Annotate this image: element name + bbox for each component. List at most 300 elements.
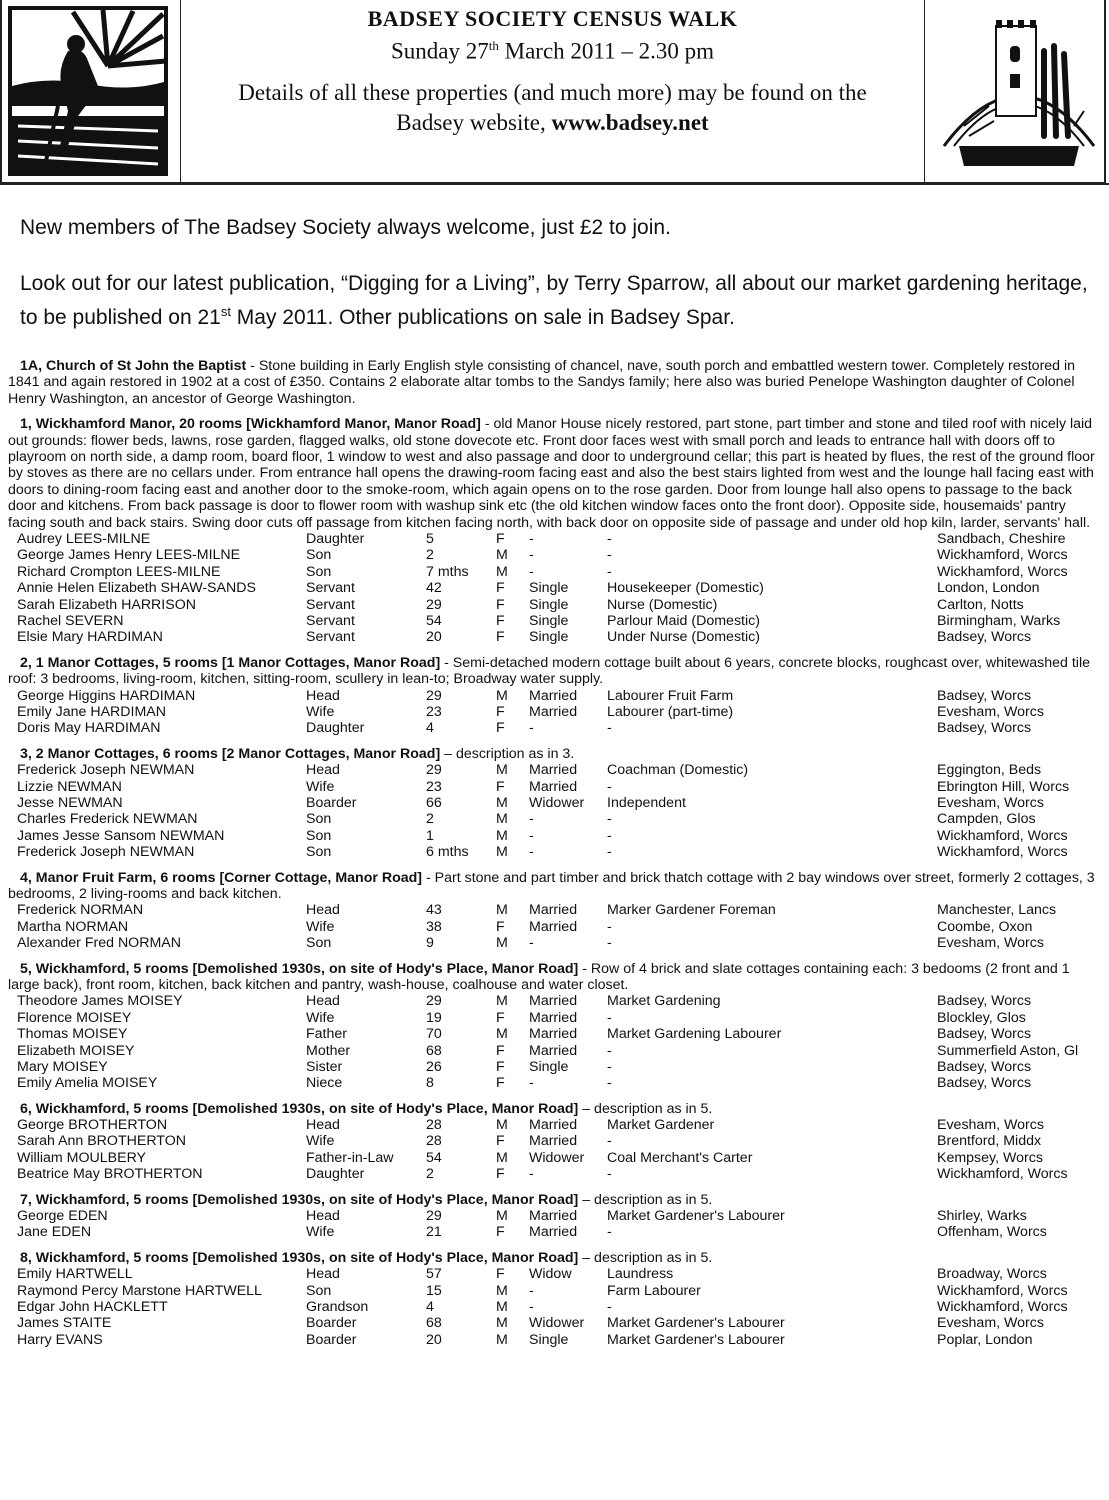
sex: M (496, 794, 508, 811)
sex: F (496, 1133, 505, 1150)
occupation: Marker Gardener Foreman (607, 902, 776, 919)
marital-status: - (529, 1299, 534, 1316)
birthplace: Sandbach, Cheshire (937, 531, 1066, 548)
occupation: Market Gardening Labourer (607, 1026, 782, 1043)
property-title: 1A, Church of St John the Baptist (20, 358, 247, 374)
sex: M (496, 1299, 508, 1316)
age: 54 (426, 1149, 442, 1166)
marital-status: Married (529, 918, 578, 935)
occupation: Market Gardener (607, 1117, 715, 1134)
person-name: Emily Jane HARDIMAN (17, 704, 166, 720)
birthplace: Ebrington Hill, Worcs (937, 778, 1070, 795)
birthplace: Kempsey, Worcs (937, 1149, 1043, 1166)
person-name: Raymond Percy Marstone HARTWELL (17, 1282, 262, 1299)
relationship: Grandson (306, 1299, 369, 1316)
age: 15 (426, 1282, 442, 1299)
birthplace: Eggington, Beds (937, 762, 1042, 779)
census-row (8, 811, 1103, 827)
relationship: Daughter (306, 720, 365, 737)
person-name: Emily HARTWELL (17, 1266, 133, 1283)
occupation: - (607, 778, 612, 795)
age: 23 (426, 778, 442, 795)
marital-status: Married (529, 1208, 578, 1225)
relationship: Wife (306, 918, 335, 935)
birthplace: Badsey, Worcs (937, 1026, 1032, 1043)
property-title: 5, Wickhamford, 5 rooms [Demolished 1930s, on site of Hody's Place, Manor Road] (20, 960, 579, 977)
person-name: Emily Amelia MOISEY (17, 1075, 158, 1092)
person-name: Mary MOISEY (17, 1058, 108, 1075)
marital-status: - (529, 811, 534, 828)
birthplace: Evesham, Worcs (937, 794, 1044, 811)
person-name: Alexander Fred NORMAN (17, 935, 181, 952)
property-notes: – description as in 3. (440, 745, 575, 762)
occupation: Housekeeper (Domestic) (607, 580, 764, 597)
census-row (8, 688, 1103, 704)
census-row (8, 704, 1103, 720)
relationship: Boarder (306, 1331, 357, 1348)
age: 26 (426, 1058, 442, 1075)
occupation: - (607, 827, 612, 844)
marital-status: Married (529, 687, 578, 704)
census-row (8, 580, 1103, 596)
person-name: George BROTHERTON (17, 1117, 168, 1134)
census-row (8, 1224, 1103, 1240)
age: 57 (426, 1266, 442, 1283)
age: 68 (426, 1315, 442, 1332)
sex: M (496, 993, 508, 1010)
age: 29 (426, 1208, 442, 1225)
property-notes: – description as in 5. (578, 1191, 713, 1208)
marital-status: Widower (529, 1149, 585, 1166)
occupation: Market Gardening (607, 993, 721, 1010)
census-row (8, 828, 1103, 844)
age: 54 (426, 613, 442, 630)
property-section (8, 1101, 1103, 1183)
sex: F (496, 704, 505, 720)
sex: M (496, 844, 508, 861)
relationship: Son (306, 563, 332, 580)
property-description (8, 870, 1103, 903)
census-row (8, 564, 1103, 580)
age: 23 (426, 704, 442, 720)
property-title: 2, 1 Manor Cottages, 5 rooms [1 Manor Cottages, Manor Road] (20, 654, 441, 671)
occupation: - (607, 1224, 612, 1241)
census-row (8, 779, 1103, 795)
occupation: - (607, 935, 612, 952)
person-name: Florence MOISEY (17, 1009, 132, 1026)
relationship: Son (306, 827, 332, 844)
marital-status: Widow (529, 1266, 572, 1283)
property-section (8, 416, 1103, 646)
sex: F (496, 1009, 505, 1026)
marital-status: - (529, 531, 534, 548)
property-description (8, 746, 1103, 762)
marital-status: Married (529, 902, 578, 919)
relationship: Wife (306, 1224, 335, 1241)
occupation: Independent (607, 794, 686, 811)
property-description (8, 1250, 1103, 1266)
age: 8 (426, 1075, 434, 1092)
marital-status: Married (529, 1224, 578, 1241)
sex: F (496, 720, 505, 737)
marital-status: Married (529, 1042, 578, 1059)
property-notes: - Part stone and part timber and brick thatch cottage with 2 bay windows over street, formerly 2 cottages, 3 bedrooms, 2 living-rooms and back kitchen. (8, 869, 1095, 902)
relationship: Head (306, 1266, 340, 1283)
sex: M (496, 547, 508, 564)
walk-date: Sunday 27th March 2011 – 2.30 pm (391, 38, 714, 64)
person-name: Sarah Ann BROTHERTON (17, 1133, 187, 1150)
age: 68 (426, 1042, 442, 1059)
birthplace: Wickhamford, Worcs (937, 1282, 1068, 1299)
occupation: Labourer Fruit Farm (607, 687, 734, 704)
person-name: Rachel SEVERN (17, 613, 124, 630)
census-row (8, 1059, 1103, 1075)
property-title: 1, Wickhamford Manor, 20 rooms [Wickhamford Manor, Manor Road] (20, 416, 481, 433)
relationship: Daughter (306, 531, 365, 548)
birthplace: Wickhamford, Worcs (937, 844, 1068, 861)
relationship: Servant (306, 580, 355, 597)
marital-status: - (529, 1166, 534, 1183)
sex: F (496, 1224, 505, 1241)
relationship: Boarder (306, 794, 357, 811)
page-title: BADSEY SOCIETY CENSUS WALK (367, 6, 738, 31)
birthplace: Broadway, Worcs (937, 1266, 1047, 1283)
sex: F (496, 580, 505, 597)
age: 21 (426, 1224, 442, 1241)
birthplace: Wickhamford, Worcs (937, 827, 1068, 844)
sex: F (496, 1075, 505, 1092)
person-name: James STAITE (17, 1315, 112, 1332)
census-row (8, 1332, 1103, 1348)
age: 29 (426, 596, 442, 613)
census-row (8, 1075, 1103, 1091)
details-note: Details of all these properties (and much more) may be found on the Badsey website, www.badsey.net (238, 80, 867, 135)
occupation: - (607, 844, 612, 861)
age: 28 (426, 1117, 442, 1134)
person-name: George James Henry LEES-MILNE (17, 547, 241, 564)
census-row (8, 1150, 1103, 1166)
relationship: Mother (306, 1042, 351, 1059)
census-row (8, 1117, 1103, 1133)
marital-status: Married (529, 778, 578, 795)
sex: F (496, 531, 505, 548)
property-notes: – description as in 5. (578, 1249, 713, 1266)
birthplace: Evesham, Worcs (937, 935, 1044, 952)
person-name: Jane EDEN (17, 1224, 92, 1241)
marital-status: Married (529, 1026, 578, 1043)
property-section (8, 746, 1103, 861)
marital-status: - (529, 1075, 534, 1092)
age: 38 (426, 918, 442, 935)
sex: M (496, 1026, 508, 1043)
property-title: 7, Wickhamford, 5 rooms [Demolished 1930s, on site of Hody's Place, Manor Road] (20, 1191, 579, 1208)
birthplace: Manchester, Lancs (937, 902, 1057, 919)
membership-notice: New members of The Badsey Society always welcome, just £2 to join. (20, 216, 671, 239)
sex: F (496, 1042, 505, 1059)
age: 1 (426, 827, 434, 844)
person-name: Richard Crompton LEES-MILNE (17, 563, 221, 580)
census-row (8, 1166, 1103, 1182)
marital-status: Married (529, 1117, 578, 1134)
person-name: Theodore James MOISEY (17, 993, 183, 1010)
property-section (8, 961, 1103, 1092)
sex: M (496, 762, 508, 779)
age: 4 (426, 1299, 434, 1316)
property-section (8, 655, 1103, 737)
birthplace: Blockley, Glos (937, 1009, 1026, 1026)
census-row (8, 547, 1103, 563)
relationship: Son (306, 935, 332, 952)
relationship: Son (306, 1282, 332, 1299)
person-name: Edgar John HACKLETT (17, 1299, 168, 1316)
census-row (8, 795, 1103, 811)
occupation: Laundress (607, 1266, 674, 1283)
sex: M (496, 1149, 508, 1166)
person-name: Annie Helen Elizabeth SHAW-SANDS (17, 580, 256, 597)
relationship: Father (306, 1026, 348, 1043)
property-section (8, 358, 1103, 407)
relationship: Wife (306, 778, 335, 795)
relationship: Daughter (306, 1166, 365, 1183)
census-row (8, 1315, 1103, 1331)
person-name: Beatrice May BROTHERTON (17, 1166, 203, 1183)
occupation: Market Gardener's Labourer (607, 1315, 785, 1332)
relationship: Wife (306, 704, 335, 720)
property-title: 6, Wickhamford, 5 rooms [Demolished 1930s, on site of Hody's Place, Manor Road] (20, 1100, 579, 1117)
census-row (8, 1026, 1103, 1042)
marital-status: - (529, 827, 534, 844)
occupation: - (607, 531, 612, 548)
age: 42 (426, 580, 442, 597)
occupation: - (607, 1133, 612, 1150)
relationship: Boarder (306, 1315, 357, 1332)
relationship: Head (306, 902, 340, 919)
property-notes: – description as in 5. (578, 1100, 713, 1117)
sex: F (496, 778, 505, 795)
sex: M (496, 827, 508, 844)
census-row (8, 902, 1103, 918)
birthplace: Badsey, Worcs (937, 629, 1032, 646)
relationship: Sister (306, 1058, 343, 1075)
occupation: Under Nurse (Domestic) (607, 629, 760, 646)
occupation: Coachman (Domestic) (607, 762, 749, 779)
census-listing (8, 358, 1103, 1357)
publication-notice: Look out for our latest publication, “Digging for a Living”, by Terry Sparrow, all about our market gardening heritage, to be published on 21st May 2011. Other publications on sale in Badsey Spar. (20, 272, 1088, 329)
age: 4 (426, 720, 434, 737)
marital-status: - (529, 844, 534, 861)
header-rule (0, 183, 1109, 185)
person-name: Harry EVANS (17, 1331, 103, 1348)
sex: M (496, 687, 508, 704)
occupation: Market Gardener's Labourer (607, 1208, 785, 1225)
marital-status: Widower (529, 1315, 585, 1332)
occupation: - (607, 918, 612, 935)
occupation: - (607, 1009, 612, 1026)
property-description (8, 655, 1103, 688)
marital-status: Single (529, 580, 569, 597)
sex: M (496, 1208, 508, 1225)
occupation: - (607, 1042, 612, 1059)
age: 29 (426, 687, 442, 704)
relationship: Son (306, 547, 332, 564)
page-header (0, 0, 1109, 186)
birthplace: Brentford, Middx (937, 1133, 1042, 1150)
relationship: Son (306, 811, 332, 828)
birthplace: London, London (937, 580, 1040, 597)
relationship: Head (306, 1117, 340, 1134)
marital-status: Single (529, 1331, 569, 1348)
birthplace: Birmingham, Warks (937, 613, 1061, 630)
relationship: Head (306, 993, 340, 1010)
property-title: 4, Manor Fruit Farm, 6 rooms [Corner Cottage, Manor Road] (20, 869, 423, 886)
birthplace: Evesham, Worcs (937, 1315, 1044, 1332)
person-name: Frederick Joseph NEWMAN (17, 844, 195, 861)
relationship: Son (306, 844, 332, 861)
census-row (8, 762, 1103, 778)
age: 5 (426, 531, 434, 548)
sex: F (496, 1058, 505, 1075)
birthplace: Campden, Glos (937, 811, 1036, 828)
occupation: - (607, 547, 612, 564)
census-row (8, 1010, 1103, 1026)
person-name: Elizabeth MOISEY (17, 1042, 135, 1059)
census-row (8, 597, 1103, 613)
sex: F (496, 1166, 505, 1183)
occupation: - (607, 811, 612, 828)
relationship: Head (306, 687, 340, 704)
census-row (8, 1043, 1103, 1059)
census-row (8, 531, 1103, 547)
person-name: Lizzie NEWMAN (17, 778, 122, 795)
census-row (8, 1133, 1103, 1149)
census-row (8, 1299, 1103, 1315)
birthplace: Badsey, Worcs (937, 720, 1032, 737)
sex: M (496, 1282, 508, 1299)
birthplace: Evesham, Worcs (937, 704, 1044, 720)
birthplace: Badsey, Worcs (937, 687, 1032, 704)
sex: F (496, 1266, 505, 1283)
header-divider-right (924, 0, 925, 184)
sex: M (496, 1117, 508, 1134)
age: 28 (426, 1133, 442, 1150)
property-description (8, 961, 1103, 994)
property-description (8, 358, 1103, 407)
census-row (8, 720, 1103, 736)
age: 7 mths (426, 563, 469, 580)
age: 2 (426, 811, 434, 828)
sex: F (496, 596, 505, 613)
person-name: James Jesse Sansom NEWMAN (17, 827, 225, 844)
birthplace: Summerfield Aston, Gl (937, 1042, 1079, 1059)
occupation: Parlour Maid (Domestic) (607, 613, 760, 630)
marital-status: Single (529, 1058, 569, 1075)
marital-status: Married (529, 1009, 578, 1026)
church-and-asparagus-logo (934, 6, 1104, 176)
property-notes: - old Manor House nicely restored, part stone, part timber and stone and tiled roof with nicely laid out grounds: flower beds, lawns, rose garden, flagged walks, old stone dovecote etc. Front door faces west with small porch and leads to entrance hall with doors off to playroom on north side, a damp room, board floor, 1 window to west and also passage and door to underground cellar; this part is heated by flues, the rest of the ground floor by stoves as there are no cellars under. From entrance hall opens the drawing-room facing east and also the best stairs lighted from west and the lounge hall facing east with doors to dining-room facing east and another door to the smoke-room, which again opens on to the rose garden. Door from lounge hall also opens to passage to the back door and kitchens. From back passage is door to flower room with washup sink etc (the old kitchen window faces onto the front door). Opposite side, housemaids' pantry facing south and back stairs. Swing door cuts off passage from kitchen facing north, with back door on opposite side of passage and under old hop kiln, larder, servants' hall. (8, 416, 1095, 531)
person-name: Thomas MOISEY (17, 1026, 128, 1043)
age: 6 mths (426, 844, 469, 861)
marital-status: Single (529, 613, 569, 630)
birthplace: Offenham, Worcs (937, 1224, 1047, 1241)
marital-status: - (529, 563, 534, 580)
property-title: 8, Wickhamford, 5 rooms [Demolished 1930s, on site of Hody's Place, Manor Road] (20, 1249, 579, 1266)
census-row (8, 844, 1103, 860)
property-notes: - Row of 4 brick and slate cottages containing each: 3 bedooms (2 front and 1 large back), front room, kitchen, back kitchen and pantry, wash-house, coalhouse and water closet. (8, 960, 1070, 993)
property-title: 3, 2 Manor Cottages, 6 rooms [2 Manor Cottages, Manor Road] (20, 745, 441, 762)
relationship: Servant (306, 596, 355, 613)
person-name: Elsie Mary HARDIMAN (17, 629, 163, 646)
marital-status: - (529, 547, 534, 564)
sex: M (496, 902, 508, 919)
age: 29 (426, 762, 442, 779)
relationship: Servant (306, 613, 355, 630)
age: 43 (426, 902, 442, 919)
property-section (8, 1250, 1103, 1348)
occupation: Labourer (part-time) (607, 704, 734, 720)
occupation: Market Gardener's Labourer (607, 1331, 785, 1348)
marital-status: Married (529, 993, 578, 1010)
age: 9 (426, 935, 434, 952)
sex: M (496, 563, 508, 580)
relationship: Servant (306, 629, 355, 646)
age: 20 (426, 629, 442, 646)
occupation: Coal Merchant's Carter (607, 1149, 753, 1166)
census-row (8, 935, 1103, 951)
marital-status: Single (529, 596, 569, 613)
marital-status: - (529, 935, 534, 952)
sex: M (496, 935, 508, 952)
occupation: - (607, 1166, 612, 1183)
person-name: Doris May HARDIMAN (17, 720, 161, 737)
occupation: - (607, 563, 612, 580)
marital-status: Married (529, 762, 578, 779)
relationship: Wife (306, 1009, 335, 1026)
market-gardener-woodcut-logo (8, 6, 168, 176)
birthplace: Poplar, London (937, 1331, 1033, 1348)
person-name: Charles Frederick NEWMAN (17, 811, 198, 828)
sex: F (496, 629, 505, 646)
person-name: George Higgins HARDIMAN (17, 687, 196, 704)
person-name: Audrey LEES-MILNE (17, 531, 151, 548)
age: 2 (426, 1166, 434, 1183)
property-notes: - Semi-detached modern cottage built about 6 years, concrete blocks, roughcast over, whitewashed tile roof: 3 bedrooms, living-room, kitchen, sitting-room, scullery in lean-to; Broadway water supply. (8, 654, 1090, 688)
person-name: William MOULBERY (17, 1149, 147, 1166)
birthplace: Wickhamford, Worcs (937, 547, 1068, 564)
age: 66 (426, 794, 442, 811)
occupation: - (607, 720, 612, 737)
birthplace: Badsey, Worcs (937, 1075, 1032, 1092)
relationship: Niece (306, 1075, 343, 1092)
marital-status: Widower (529, 794, 585, 811)
person-name: Frederick NORMAN (17, 902, 144, 919)
birthplace: Shirley, Warks (937, 1208, 1027, 1225)
birthplace: Carlton, Notts (937, 596, 1024, 613)
person-name: Martha NORMAN (17, 918, 129, 935)
age: 19 (426, 1009, 442, 1026)
property-section (8, 1192, 1103, 1241)
census-row (8, 1266, 1103, 1282)
person-name: Frederick Joseph NEWMAN (17, 762, 195, 779)
marital-status: Married (529, 704, 578, 720)
birthplace: Wickhamford, Worcs (937, 563, 1068, 580)
age: 2 (426, 547, 434, 564)
age: 70 (426, 1026, 442, 1043)
person-name: Jesse NEWMAN (17, 794, 123, 811)
website-link[interactable]: www.badsey.net (551, 110, 709, 135)
relationship: Father-in-Law (306, 1149, 394, 1166)
property-notes: - Stone building in Early English style consisting of chancel, nave, south porch and embattled western tower. Completely restored in 1841 and again restored in 1902 at a cost of £350. Contains 2 elaborate altar tombs to the Sandys family; here also was buried Penelope Washington daughter of Colonel Henry Washington, an ancestor of George Washington. (8, 358, 1076, 407)
birthplace: Badsey, Worcs (937, 1058, 1032, 1075)
